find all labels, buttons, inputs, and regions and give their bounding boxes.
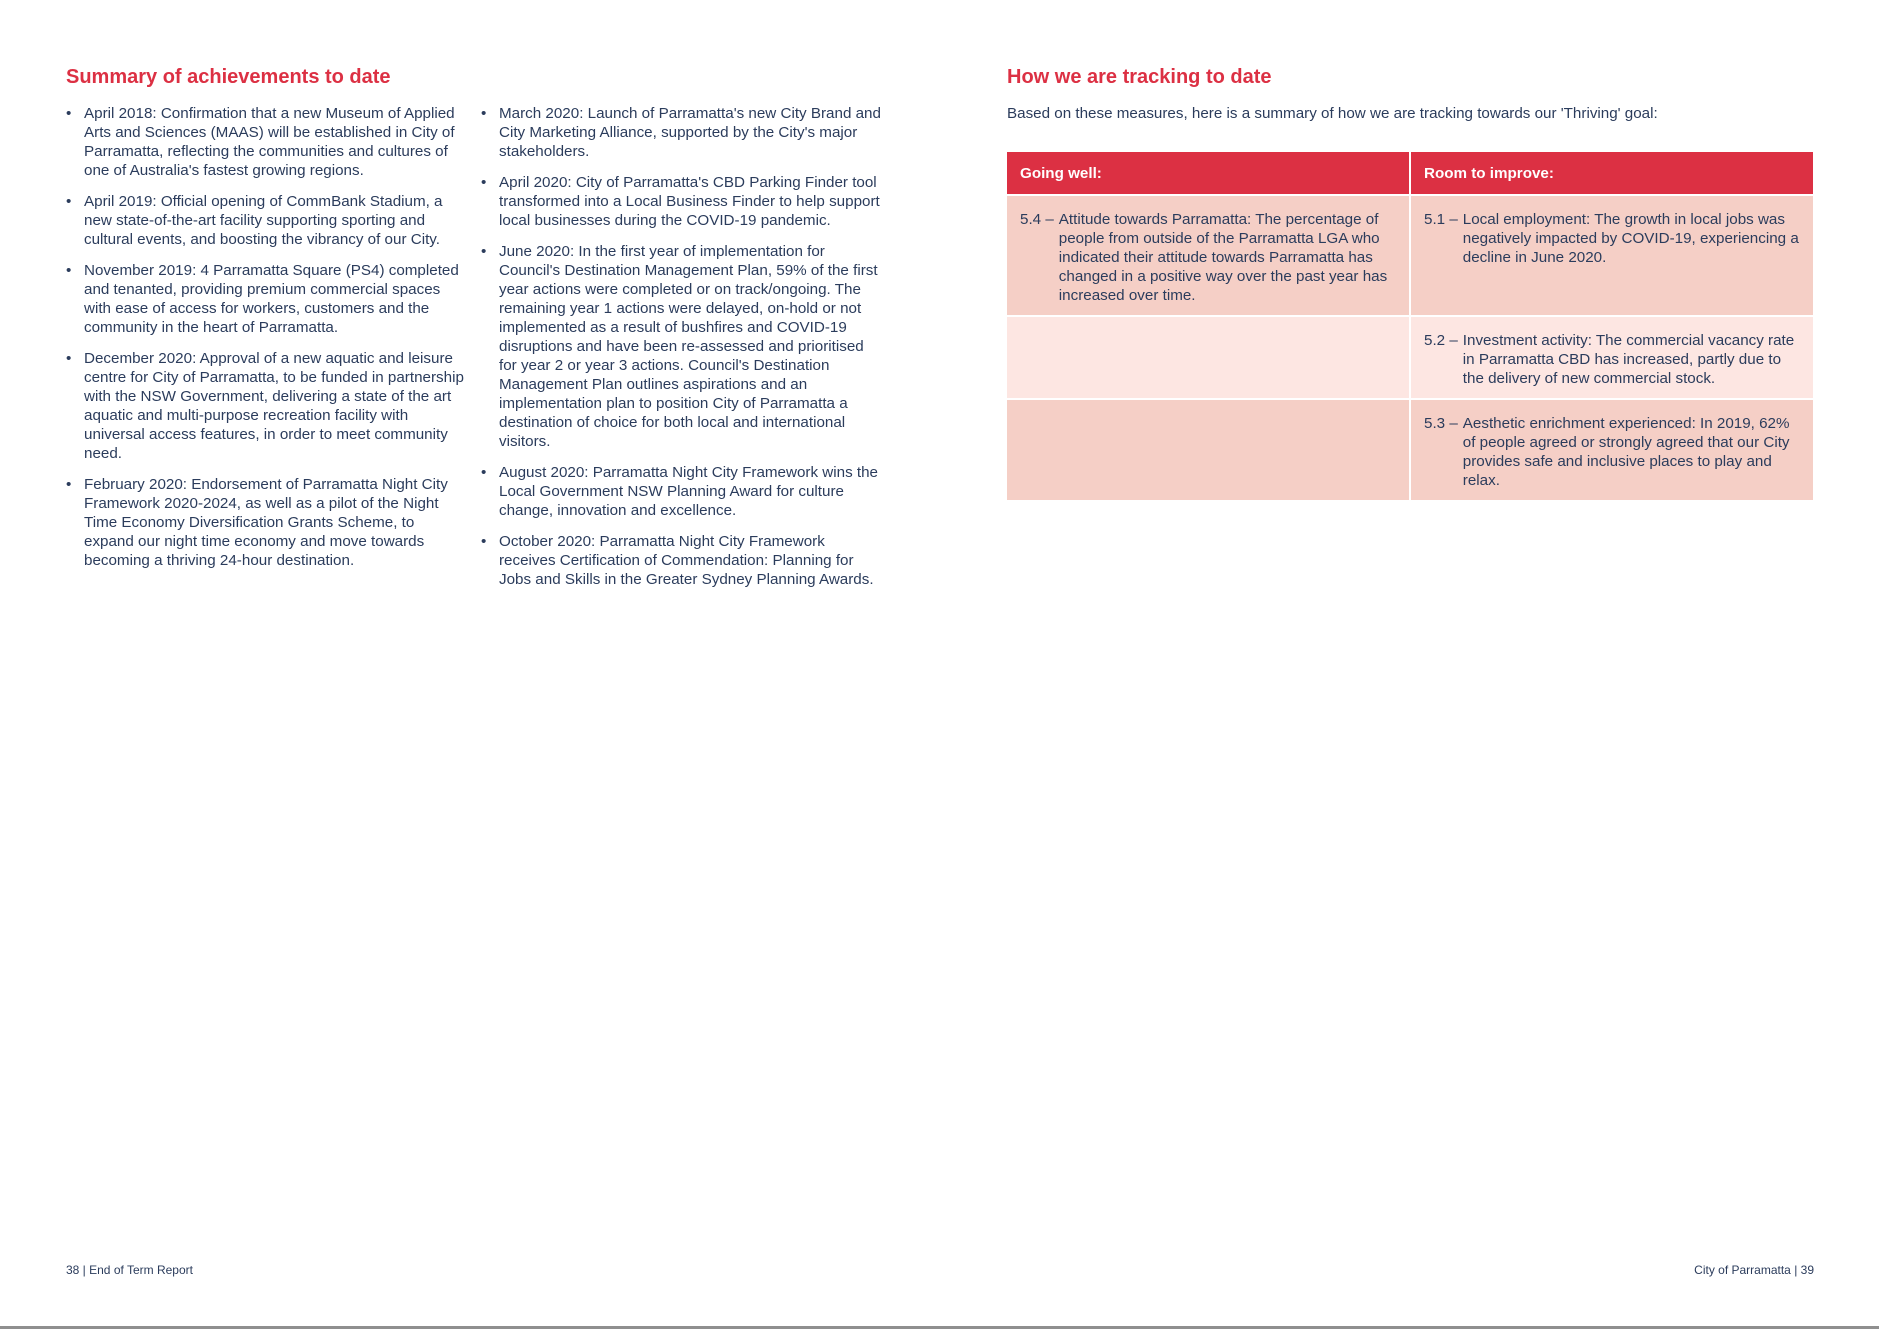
tracking-heading: How we are tracking to date	[1007, 66, 1272, 88]
page-footer-left: 38 | End of Term Report	[66, 1263, 193, 1277]
achievement-text: April 2020: City of Parramatta's CBD Parking Finder tool transformed into a Local Business Finder to help support local businesses during the COVID-19 pandemic.	[499, 174, 880, 229]
left-page	[0, 0, 940, 1326]
tracking-table	[1007, 152, 1813, 500]
achievement-text: December 2020: Approval of a new aquatic and leisure centre for City of Parramatta, to be funded in partnership with the NSW Government, delivering a state of the art aquatic and multi-purpose recreation facility with universal access features, in order to meet community need.	[84, 350, 464, 462]
achievements-column-2	[481, 104, 881, 601]
tracking-intro: Based on these measures, here is a summary of how we are tracking towards our 'Thriving' goal:	[1007, 105, 1658, 122]
achievement-item	[481, 242, 881, 451]
achievement-item	[481, 532, 881, 589]
going-well-cell	[1007, 399, 1410, 500]
bullet-icon: •	[481, 243, 487, 260]
right-page	[940, 0, 1879, 1326]
bullet-icon: •	[66, 476, 72, 493]
measure-text: Attitude towards Parramatta: The percentage of people from outside of the Parramatta LGA who indicated their attitude towards Parramatta has changed in a positive way over the past year has increased over time.	[1058, 211, 1388, 304]
achievements-column-1	[66, 104, 466, 582]
bullet-icon: •	[66, 350, 72, 367]
achievement-text: April 2018: Confirmation that a new Museum of Applied Arts and Sciences (MAAS) will be established in City of Parramatta, reflecting the communities and cultures of one of Australia's fastest growing regions.	[84, 105, 455, 179]
bullet-icon: •	[481, 174, 487, 191]
achievement-item	[66, 192, 466, 249]
achievement-text: March 2020: Launch of Parramatta's new City Brand and City Marketing Alliance, supported by the City's major stakeholders.	[499, 105, 881, 160]
achievement-text: November 2019: 4 Parramatta Square (PS4) completed and tenanted, providing premium commercial spaces with ease of access for workers, customers and the community in the heart of Parramatta.	[84, 262, 459, 336]
achievement-item	[66, 261, 466, 337]
achievement-text: October 2020: Parramatta Night City Framework receives Certification of Commendation: Planning for Jobs and Skills in the Greater Sydney Planning Awards.	[499, 533, 874, 588]
achievement-item	[66, 104, 466, 180]
achievement-text: June 2020: In the first year of implementation for Council's Destination Management Plan, 59% of the first year actions were completed or on track/ongoing. The remaining year 1 actions were delayed, on-hold or not implemented as a result of bushfires and COVID-19 disruptions and have been re-assessed and prioritised for year 2 or year 3 actions. Council's Destination Management Plan outlines aspirations and an implementation plan to position City of Parramatta a destination of choice for both local and international visitors.	[499, 243, 878, 450]
bullet-icon: •	[66, 262, 72, 279]
measure-text: Local employment: The growth in local jobs was negatively impacted by COVID-19, experiencing a decline in June 2020.	[1462, 211, 1799, 266]
going-well-cell	[1007, 316, 1410, 399]
table-row	[1007, 195, 1813, 316]
measure-code: 5.2 –	[1424, 332, 1458, 349]
table-header-row	[1007, 152, 1813, 195]
table-row	[1007, 399, 1813, 500]
room-to-improve-cell	[1410, 316, 1813, 399]
bullet-icon: •	[481, 464, 487, 481]
room-to-improve-cell	[1410, 195, 1813, 316]
going-well-cell	[1007, 195, 1410, 316]
achievement-text: February 2020: Endorsement of Parramatta Night City Framework 2020-2024, as well as a pilot of the Night Time Economy Diversification Grants Scheme, to expand our night time economy and move towards becoming a thriving 24-hour destination.	[84, 476, 448, 569]
achievement-item	[481, 104, 881, 161]
bullet-icon: •	[481, 533, 487, 550]
bullet-icon: •	[481, 105, 487, 122]
measure-code: 5.3 –	[1424, 415, 1458, 432]
achievement-text: April 2019: Official opening of CommBank Stadium, a new state-of-the-art facility supporting sporting and cultural events, and boosting the vibrancy of our City.	[84, 193, 443, 248]
achievement-item	[66, 475, 466, 570]
bullet-icon: •	[66, 105, 72, 122]
measure-code: 5.1 –	[1424, 211, 1458, 228]
header-room-to-improve: Room to improve:	[1410, 152, 1813, 195]
achievements-heading: Summary of achievements to date	[66, 66, 391, 88]
bullet-icon: •	[66, 193, 72, 210]
achievement-item	[481, 463, 881, 520]
table-row	[1007, 316, 1813, 399]
achievement-item	[66, 349, 466, 463]
measure-text: Aesthetic enrichment experienced: In 2019, 62% of people agreed or strongly agreed that our City provides safe and inclusive places to play and relax.	[1462, 415, 1790, 489]
page-footer-right: City of Parramatta | 39	[1694, 1263, 1814, 1277]
room-to-improve-cell	[1410, 399, 1813, 500]
measure-text: Investment activity: The commercial vacancy rate in Parramatta CBD has increased, partly due to the delivery of new commercial stock.	[1462, 332, 1795, 387]
header-going-well: Going well:	[1007, 152, 1410, 195]
achievement-item	[481, 173, 881, 230]
achievement-text: August 2020: Parramatta Night City Framework wins the Local Government NSW Planning Award for culture change, innovation and excellence.	[499, 464, 878, 519]
measure-code: 5.4 –	[1020, 211, 1054, 228]
